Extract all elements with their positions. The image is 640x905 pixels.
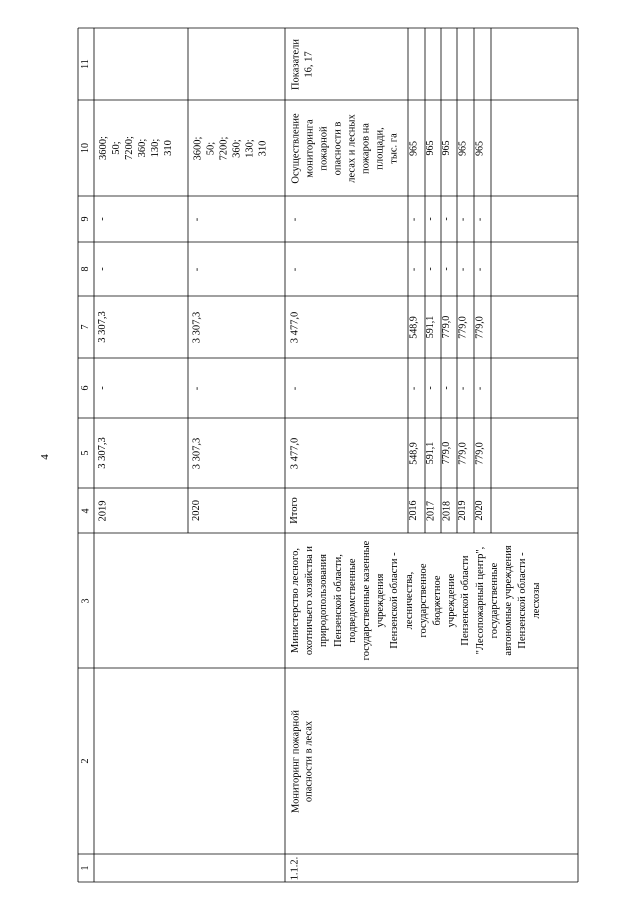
item-name [285, 668, 578, 854]
year-row-2020-c7 [474, 296, 491, 358]
item-total-c5 [285, 418, 408, 488]
year-row-2020-year [474, 488, 491, 533]
item-number [285, 854, 578, 882]
column-number-2 [78, 668, 94, 854]
column-number-5 [78, 418, 94, 488]
row-2019-c10-line: 130; [150, 138, 161, 158]
year-row-2018-c8 [441, 242, 457, 296]
year-row-2019-c10-line: 965 [457, 140, 468, 156]
row-2019-c5 [94, 418, 188, 488]
year-row-2018-c6 [441, 358, 457, 418]
item-total-c8-line: - [289, 267, 300, 271]
year-row-2019-c7-line: 779,0 [457, 315, 468, 339]
row-2019-c10 [94, 100, 188, 196]
item-executor-line: подведомственные [346, 558, 358, 643]
item-c11-line: 16, 17 [303, 50, 314, 78]
row-2019-year-line: 2019 [97, 500, 108, 521]
year-row-2020-c8 [474, 242, 491, 296]
item-executor-line: "Лесопожарный центр", [474, 546, 486, 655]
year-row-2017-c5 [425, 418, 441, 488]
row-2019-c5-line: 3 307,3 [97, 437, 108, 469]
item-total-label-line: Итого [289, 497, 300, 524]
column-number-4-line: 4 [80, 508, 91, 513]
item-executor-line: государственное [417, 563, 429, 638]
year-row-2018-c9-line: - [441, 217, 452, 221]
row-2020-c10-line: 310 [257, 140, 268, 156]
year-row-2017-c8-line: - [425, 267, 436, 271]
year-row-2020-c9-line: - [474, 217, 485, 221]
item-executor [285, 533, 578, 668]
year-row-2017-year-line: 2017 [425, 500, 436, 521]
item-c10-label-line: пожаров на [360, 122, 371, 174]
rotated-table [78, 28, 578, 882]
year-row-2019-c9-line: - [457, 217, 468, 221]
year-row-2016-year [408, 488, 425, 533]
row-2020-c7 [188, 296, 285, 358]
column-number-2-line: 2 [80, 758, 91, 764]
year-row-2016-c7-line: 548,9 [408, 315, 419, 339]
column-number-8 [78, 242, 94, 296]
year-row-2018-c9 [441, 196, 457, 242]
year-row-2017-c6-line: - [425, 386, 436, 390]
item-executor-line: лесхозы [531, 582, 543, 619]
row-2019-c10-line: 360; [137, 138, 148, 158]
year-row-2017-c6 [425, 358, 441, 418]
year-row-2019-c5-line: 779,0 [457, 441, 468, 465]
year-row-2019-c5 [457, 418, 474, 488]
year-row-2019-c9 [457, 196, 474, 242]
item-executor-line: природопользования [318, 554, 330, 647]
page-number: 4 [39, 454, 51, 460]
item-c10-label-line: Осуществление [290, 112, 301, 184]
year-row-2020-c5 [474, 418, 491, 488]
year-row-2017-c8 [425, 242, 441, 296]
item-executor-line: учреждение [446, 573, 458, 628]
row-2020-c7-line: 3 307,3 [191, 311, 202, 343]
row-2020-c5 [188, 418, 285, 488]
item-total-c6-line: - [289, 386, 300, 390]
year-row-2017-c9 [425, 196, 441, 242]
year-row-2018-c7 [441, 296, 457, 358]
item-executor-line: Министерство лесного, [290, 548, 301, 653]
year-row-2019-c8-line: - [457, 267, 468, 271]
item-executor-line: Пензенской области - [517, 552, 529, 649]
item-c10-label-line: лесах и лесных [346, 113, 357, 183]
item-total-label [285, 488, 408, 533]
year-row-2016-c5-line: 548,9 [408, 441, 419, 465]
year-row-2019-c7 [457, 296, 474, 358]
row-2019-c8-line: - [97, 267, 108, 271]
year-row-2017-c10-line: 965 [425, 140, 436, 156]
row-2020-c9 [188, 196, 285, 242]
row-2020-c10-line: 7200; [218, 136, 229, 160]
row-2020-c10-line: 130; [244, 138, 255, 158]
row-2019-c7-line: 3 307,3 [97, 311, 108, 343]
row-2020-c10-line: 360; [231, 138, 242, 158]
item-c11-line: Показатели [290, 38, 301, 90]
year-row-2017-c9-line: - [425, 217, 436, 221]
column-number-1 [78, 854, 94, 882]
year-row-2016-c10 [408, 100, 425, 196]
row-2020-c8-line: - [191, 267, 202, 271]
year-row-2017-year [425, 488, 441, 533]
year-row-2018-c6-line: - [441, 386, 452, 390]
item-c10-label-line: тыс. га [388, 132, 399, 164]
year-row-2016-c10-line: 965 [408, 140, 419, 156]
row-2020-year [188, 488, 285, 533]
year-row-2020-c10-line: 965 [474, 140, 485, 156]
year-row-2017-c7-line: 591,1 [425, 315, 436, 339]
year-row-2016-c8 [408, 242, 425, 296]
row-2019-c6-line: - [97, 386, 108, 390]
year-row-2016-c8-line: - [408, 267, 419, 271]
row-2020-c8 [188, 242, 285, 296]
item-executor-line: лесничества, [403, 571, 415, 630]
item-executor-line: государственные [488, 562, 500, 639]
year-row-2016-year-line: 2016 [408, 500, 419, 521]
year-row-2018-year-line: 2018 [441, 500, 452, 521]
year-row-2019-c6 [457, 358, 474, 418]
item-number-line: 1.1.2. [289, 856, 300, 880]
item-name-line: Мониторинг пожарной [290, 709, 301, 813]
row-2020-c6 [188, 358, 285, 418]
item-total-c7 [285, 296, 408, 358]
column-number-11 [78, 28, 94, 100]
year-row-2019-c10 [457, 100, 474, 196]
item-c11 [285, 28, 578, 100]
row-2019-c9-line: - [97, 217, 108, 221]
year-row-2019-year [457, 488, 474, 533]
year-row-2020-year-line: 2020 [474, 500, 485, 521]
year-row-2016-c6 [408, 358, 425, 418]
year-row-2016-c7 [408, 296, 425, 358]
row-2020-c9-line: - [191, 217, 202, 221]
year-row-2019-c8 [457, 242, 474, 296]
item-c10-label-line: опасности в [332, 121, 343, 175]
year-row-2016-c9-line: - [408, 217, 419, 221]
item-executor-line: государственные казенные [361, 540, 373, 661]
row-2020-c10 [188, 100, 285, 196]
column-number-5-line: 5 [80, 450, 91, 456]
column-number-8-line: 8 [80, 266, 91, 272]
year-row-2020-c6 [474, 358, 491, 418]
row-2020-c5-line: 3 307,3 [191, 437, 202, 469]
column-number-9-line: 9 [80, 216, 91, 222]
year-row-2016-c5 [408, 418, 425, 488]
column-number-1-line: 1 [80, 865, 91, 871]
column-number-4 [78, 488, 94, 533]
item-executor-line: Пензенской области, [332, 554, 344, 647]
item-executor-line: автономные учреждения [503, 545, 515, 656]
row-2019-c8 [94, 242, 188, 296]
item-executor-line: Пензенской области [460, 555, 472, 646]
column-number-6 [78, 358, 94, 418]
row-2019-c7 [94, 296, 188, 358]
year-row-2018-c5-line: 779,0 [441, 441, 452, 465]
row-2020-c10-line: 50; [205, 141, 216, 155]
year-row-2020-c8-line: - [474, 267, 485, 271]
year-row-2020-c9 [474, 196, 491, 242]
year-row-2020-c10 [474, 100, 491, 196]
item-executor-line: бюджетное [432, 575, 444, 626]
column-number-3-line: 3 [80, 598, 91, 603]
item-total-c5-line: 3 477,0 [289, 437, 300, 469]
year-row-2020-c5-line: 779,0 [474, 441, 485, 465]
item-c10-label-line: пожарной [318, 125, 329, 171]
item-name-line: опасности в лесах [303, 720, 314, 802]
item-total-c8 [285, 242, 408, 296]
row-2019-c9 [94, 196, 188, 242]
row-2019-c10-line: 310 [163, 140, 174, 156]
column-number-10-line: 10 [80, 143, 91, 153]
year-row-2016-c9 [408, 196, 425, 242]
column-number-7 [78, 296, 94, 358]
row-2020-c10-line: 3600; [192, 136, 203, 160]
row-2019-year [94, 488, 188, 533]
year-row-2017-c10 [425, 100, 441, 196]
year-row-2017-c7 [425, 296, 441, 358]
item-c10-label-line: мониторинга [304, 118, 315, 178]
row-2019-c6 [94, 358, 188, 418]
year-row-2018-c10-line: 965 [441, 140, 452, 156]
column-number-7-line: 7 [80, 324, 91, 330]
column-number-11-line: 11 [80, 59, 91, 69]
row-2019-c10-line: 7200; [124, 136, 135, 160]
item-total-c6 [285, 358, 408, 418]
year-row-2018-c10 [441, 100, 457, 196]
item-c10-label-line: площади, [374, 126, 385, 170]
column-number-6-line: 6 [80, 385, 91, 391]
year-row-2016-c6-line: - [408, 386, 419, 390]
row-2019-c10-line: 50; [111, 141, 122, 155]
row-2020-c6-line: - [191, 386, 202, 390]
item-c10-label [285, 100, 408, 196]
year-row-2018-c7-line: 779,0 [441, 315, 452, 339]
row-2019-c10-line: 3600; [98, 136, 109, 160]
item-total-c7-line: 3 477,0 [289, 311, 300, 343]
column-number-3 [78, 533, 94, 668]
year-row-2017-c5-line: 591,1 [425, 441, 436, 465]
year-row-2019-year-line: 2019 [457, 500, 468, 521]
year-row-2018-c5 [441, 418, 457, 488]
year-row-2020-c7-line: 779,0 [474, 315, 485, 339]
item-total-c9-line: - [289, 217, 300, 221]
year-row-2018-year [441, 488, 457, 533]
year-row-2019-c6-line: - [457, 386, 468, 390]
year-row-2020-c6-line: - [474, 386, 485, 390]
column-number-9 [78, 196, 94, 242]
item-executor-line: учреждения [375, 573, 387, 628]
row-2020-year-line: 2020 [191, 500, 202, 521]
column-number-10 [78, 100, 94, 196]
item-total-c9 [285, 196, 408, 242]
year-row-2018-c8-line: - [441, 267, 452, 271]
item-executor-line: охотничьего хозяйства и [304, 545, 316, 656]
item-executor-line: Пензенской области - [389, 552, 401, 649]
